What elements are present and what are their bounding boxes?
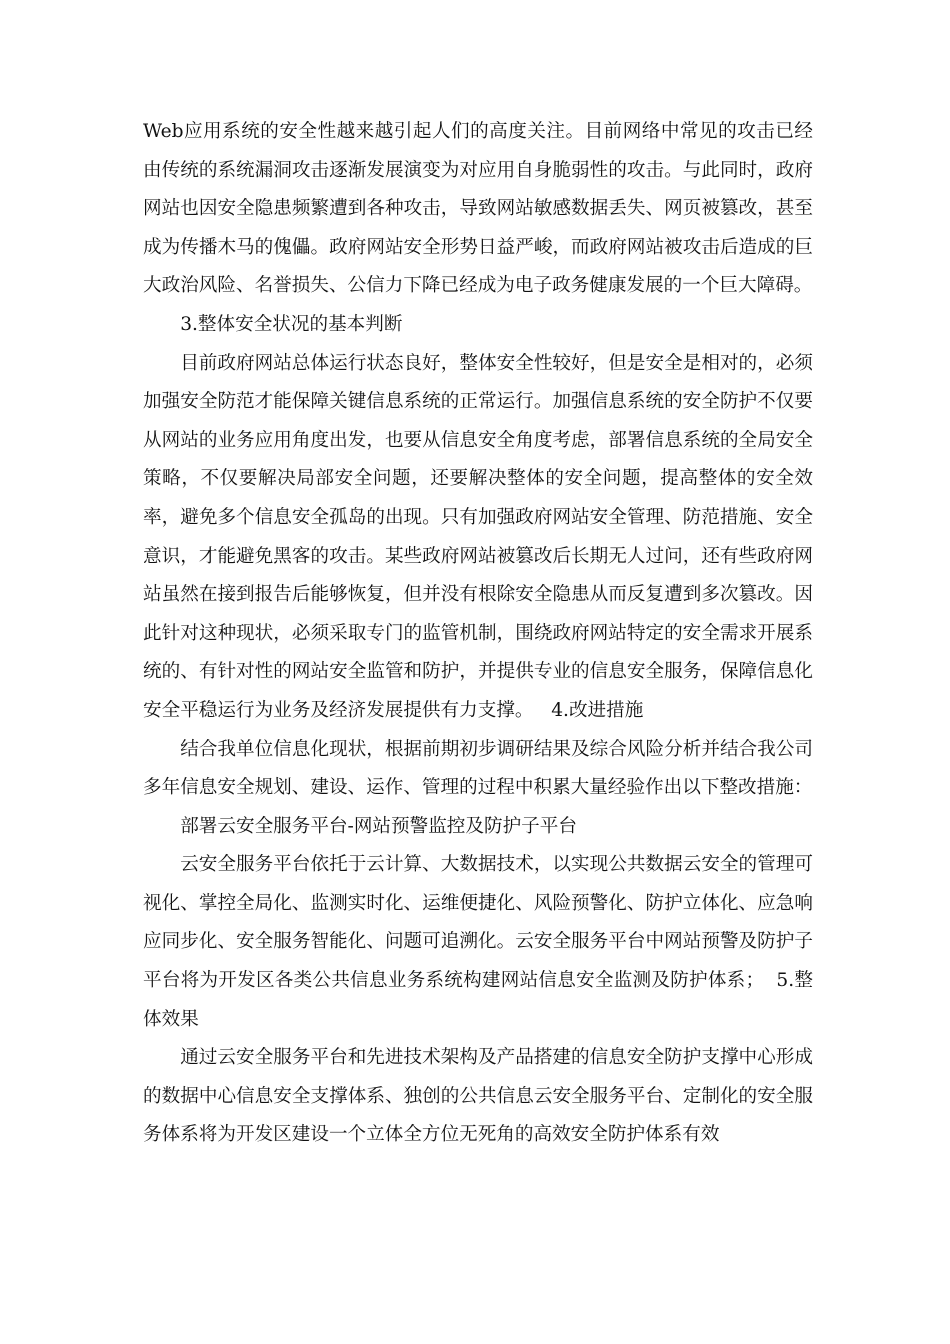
paragraph-text: 目前政府网站总体运行状态良好，整体安全性较好，但是安全是相对的，必须加强安全防范才能保障关键信息系统的正常运行。加强信息系统的安全防护不仅要从网站的业务应用角度出发，也要从信息安全角度考虑，部署信息系统的全局安全策略，不仅要解决局部安全问题，还要解决整体的安全问题，提高整体的安全效率，避免多个信息安全孤岛的出现。只有加强政府网站安全管理、防范措施、安全意识，才能避免黑客的攻击。某些政府网站被篡改后长期无人过问，还有些政府网站虽然在接到报告后能够恢复，但并没有根除安全隐患从而反复遭到多次篡改。因此针对这种现状，必须采取专门的监管机制，围绕政府网站特定的安全需求开展系统的、有针对性的网站安全监管和防护，并提供专业的信息安全服务，保障信息化安全平稳运行为业务及经济发展提供有力支撑。 <box>143 352 813 721</box>
subheading-cloud-security-platform <box>143 808 813 847</box>
heading-text: 3.整体安全状况的基本判断 <box>180 313 403 335</box>
paragraph-improvement-measures <box>143 731 813 808</box>
heading-text: 部署云安全服务平台-网站预警监控及防护子平台 <box>180 815 577 837</box>
paragraph-web-security <box>143 113 813 306</box>
section-heading-overall-assessment <box>143 306 813 345</box>
paragraph-text: 云安全服务平台依托于云计算、大数据技术，以实现公共数据云安全的管理可视化、掌控全局化、监测实时化、运维便捷化、风险预警化、防护立体化、应急响应同步化、安全服务智能化、问题可追溯化。云安全服务平台中网站预警及防护子平台将为开发区各类公共信息业务系统构建网站信息安全监测及防护体系； <box>143 854 813 992</box>
paragraph-overall-assessment <box>143 345 813 731</box>
paragraph-overall-effect <box>143 1039 813 1155</box>
section-heading-overall-effect: 5.整体效果 <box>143 970 813 1030</box>
section-heading-improvement-measures: 4.改进措施 <box>551 699 644 721</box>
paragraph-text: 通过云安全服务平台和先进技术架构及产品搭建的信息安全防护支撑中心形成的数据中心信息安全支撑体系、独创的公共信息云安全服务平台、定制化的安全服务体系将为开发区建设一个立体全方位无死角的高效安全防护体系有效 <box>143 1047 813 1146</box>
document-body <box>143 113 813 1155</box>
paragraph-text: 结合我单位信息化现状，根据前期初步调研结果及综合风险分析并结合我公司多年信息安全规划、建设、运作、管理的过程中积累大量经验作出以下整改措施： <box>143 738 813 799</box>
paragraph-cloud-security-platform <box>143 846 813 1039</box>
paragraph-text: Web应用系统的安全性越来越引起人们的高度关注。目前网络中常见的攻击已经由传统的系统漏洞攻击逐渐发展演变为对应用自身脆弱性的攻击。与此同时，政府网站也因安全隐患频繁遭到各种攻击，导致网站敏感数据丢失、网页被篡改，甚至成为传播木马的傀儡。政府网站安全形势日益严峻，而政府网站被攻击后造成的巨大政治风险、名誉损失、公信力下降已经成为电子政务健康发展的一个巨大障碍。 <box>143 121 813 297</box>
